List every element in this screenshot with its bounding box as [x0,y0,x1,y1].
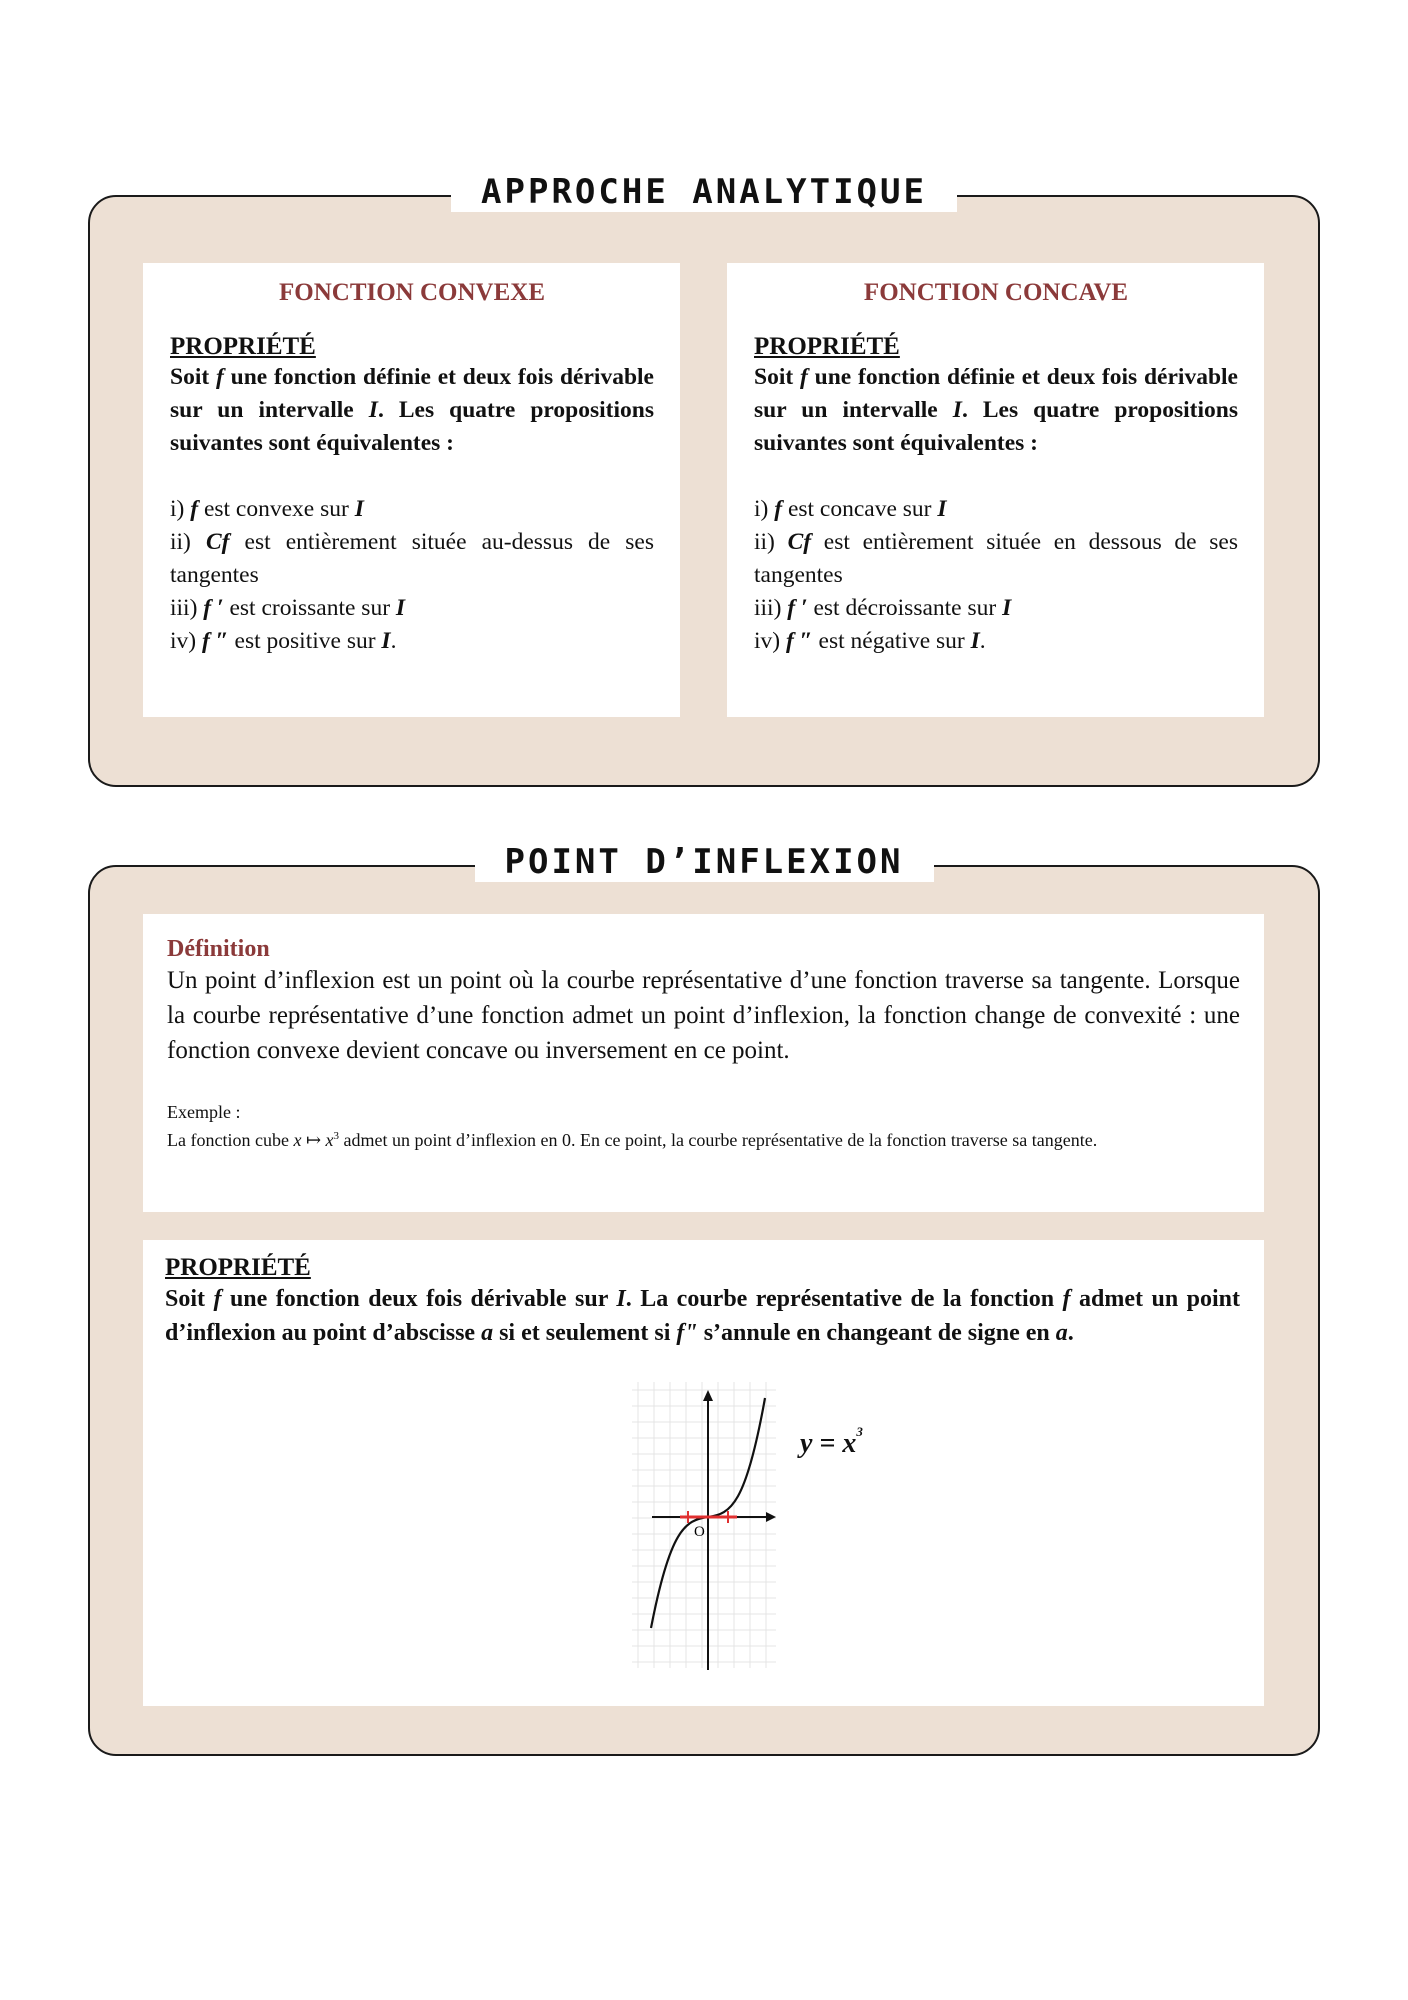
list-item: iv) f ″ est positive sur I. [170,628,397,654]
cube-function-graph [630,1380,780,1670]
property-text: Soit f une fonction deux fois dérivable sur I. La courbe représentative de la fonction f admet un point d’inflexion au point d’abscisse a si et seulement si f" s’annule en changeant de signe en a. [165,1286,1240,1346]
concave-property-text: Soit f une fonction définie et deux fois dérivable sur un intervalle I. Les quatre propositions suivantes sont équivalentes : [754,364,1238,456]
list-item: iii) f ′ est décroissante sur I [754,595,1012,621]
concave-card [727,263,1264,717]
inflection-title: POINT D’INFLEXION [0,842,1408,882]
example-label: Exemple : [167,1102,241,1122]
definition-title: Définition [167,936,270,962]
convex-title: FONCTION CONVEXE [279,279,545,306]
concave-equivalence-list [754,493,1238,658]
list-item: i) f est convexe sur I [170,496,364,522]
list-item: i) f est concave sur I [754,496,947,522]
definition-text: Un point d’inflexion est un point où la courbe représentative d’une fonction traverse sa tangente. Lorsque la courbe représentative d’une fonction admet un point d’inflexion, la fonction change de convexité : une fonction convexe devient concave ou inversement en ce point. [167,967,1240,1064]
list-item: ii) Cf est entièrement située au-dessus de ses tangentes [170,529,655,588]
list-item: ii) Cf est entièrement située en dessous de ses tangentes [754,529,1239,588]
convex-property-text: Soit f une fonction définie et deux fois dérivable sur un intervalle I. Les quatre propositions suivantes sont équivalentes : [170,364,654,456]
analytic-approach-title: APPROCHE ANALYTIQUE [0,172,1408,212]
y-axis-arrow-icon [703,1390,713,1401]
property-heading: PROPRIÉTÉ [165,1254,311,1281]
x-axis-arrow-icon [766,1512,776,1522]
convex-equivalence-list [170,493,654,658]
convex-property-heading: PROPRIÉTÉ [170,333,316,360]
list-item: iii) f ′ est croissante sur I [170,595,406,621]
concave-title: FONCTION CONCAVE [863,279,1129,306]
origin-label: O [694,1524,705,1540]
list-item: iv) f ″ est négative sur I. [754,628,986,654]
convex-card [143,263,680,717]
example-text: La fonction cube x ↦ $x^3$ admet un point d’inflexion en 0. En ce point, la courbe représentative de la fonction traverse sa tangente. [167,1130,1098,1150]
concave-property-heading: PROPRIÉTÉ [754,333,900,360]
equation-label: $y = x^3$ [800,1424,863,1459]
definition-card [143,914,1264,1212]
